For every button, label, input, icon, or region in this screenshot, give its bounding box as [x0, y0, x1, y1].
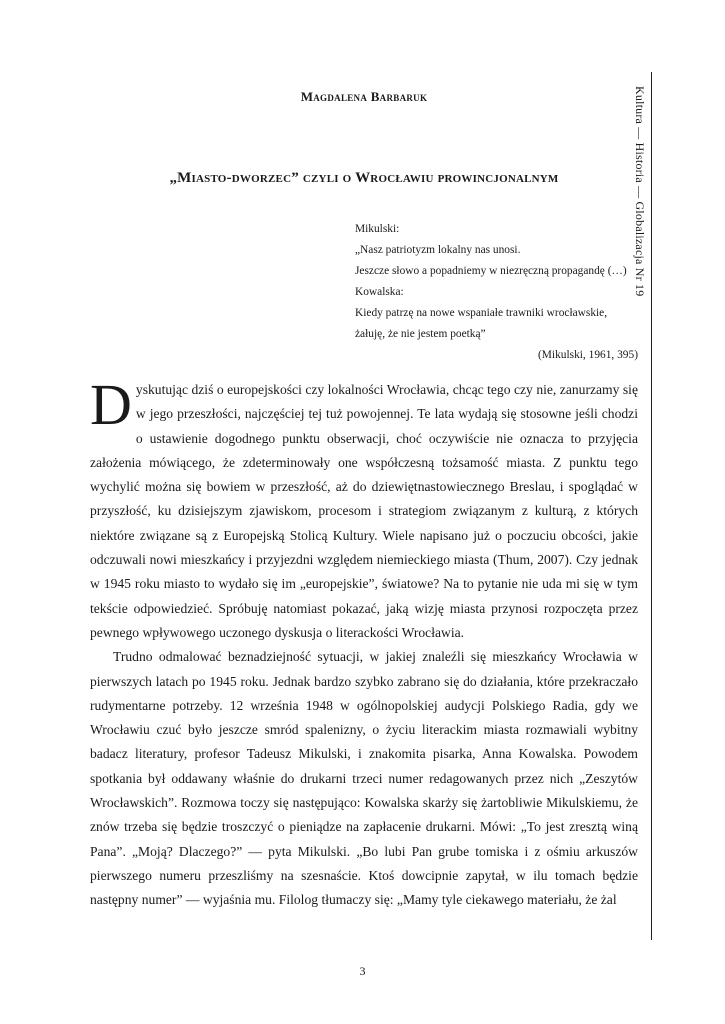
- epigraph-line: Jeszcze słowo a popadniemy w niezręczną propagandę (…): [355, 265, 627, 277]
- epigraph-line: Mikulski:: [355, 223, 400, 235]
- paragraph-1: [90, 372, 638, 645]
- epigraph-line: żałuję, że nie jestem poetką”: [355, 328, 486, 340]
- paragraph-2: Trudno odmalować beznadziejność sytuacji, w jakiej znaleźli się mieszkańcy Wrocławia w pierwszych latach po 1945 roku. Jednak bardzo szybko zabrano się do działania, które przekraczało rudymentarne potrzeby. 12 września 1948 w ogólnopolskiej audycji Polskiego Radia, gdy we Wrocławiu czuć było jeszcze smród spalenizny, o życiu literackim miasta rozmawiali wybitny badacz literatury, profesor Tadeusz Mikulski, i znakomita pisarka, Anna Kowalska. Powodem spotkania był oddawany właśnie do drukarni trzeci numer redagowanych przez nich „Zeszytów Wrocławskich”. Rozmowa toczy się następująco: Kowalska skarży się żartobliwie Mikulskiemu, że znów trzeba się będzie troszczyć o pieniądze na zapłacenie drukarni. Mówi: „To jest zresztą winą Pana”. „Moją? Dlaczego?” — pyta Mikulski. „Bo lubi Pan grube tomiska i z ośmiu arkuszów pierwszego numeru przeszliśmy na szesnaście. Ktoś dowcipnie zapytał, w ilu tomach będzie następny numer” — wyjaśnia mu. Filolog tłumaczy się: „Mamy tyle ciekawego materiału, że żal: [90, 649, 638, 908]
- drop-cap: D: [90, 372, 132, 437]
- epigraph-citation: (Mikulski, 1961, 395): [538, 349, 638, 361]
- epigraph-line: Kiedy patrzę na nowe wspaniałe trawniki wrocławskie,: [355, 307, 608, 319]
- epigraph: [355, 219, 638, 366]
- article-body: [90, 372, 638, 913]
- page-number: 3: [359, 964, 366, 978]
- article-title: „Miasto-dworzec” czyli o Wrocławiu prowincjonalnym: [169, 170, 559, 186]
- sidebar-divider: [651, 72, 652, 940]
- epigraph-line: „Nasz patriotyzm lokalny nas unosi.: [355, 244, 521, 256]
- paragraph-1-text: yskutując dziś o europejskości czy lokalności Wrocławia, chcąc tego czy nie, zanurzamy się w jego przeszłości, najczęściej tej tuż powojennej. Te lata wydają się stosowne jeśli chodzi o ustawienie dogodnego punktu obserwacji, choć oczywiście nie oznacza to przyjęcia założenia mówiącego, że zdeterminowały one współczesną tożsamość miasta. Z punktu tego wychylić można się bowiem w przeszłość, aż do dziewiętnastowiecznego Breslau, i spoglądać w przyszłość, ku dzisiejszym zjawiskom, procesom i strategiom związanym z kulturą, z których niektóre związane są z Europejską Stolicą Kultury. Wiele napisano już o poczuciu obcości, jakie odczuwali nowi mieszkańcy i przyjezdni względem niemieckiego miasta (Thum, 2007). Czy jednak w 1945 roku miasto to wydało się im „europejskie”, światowe? Na to pytanie nie uda mi się w tym tekście odpowiedzieć. Spróbuję natomiast pokazać, jaką wizję miasta przynosi rozpoczęta przez pewnego wpływowego uczonego dyskusja o literackości Wrocławia.: [90, 382, 638, 640]
- journal-running-title: Kultura — Historia — Globalizacja Nr 19: [633, 86, 647, 297]
- author-name: Magdalena Barbaruk: [300, 89, 428, 104]
- epigraph-line: Kowalska:: [355, 286, 404, 298]
